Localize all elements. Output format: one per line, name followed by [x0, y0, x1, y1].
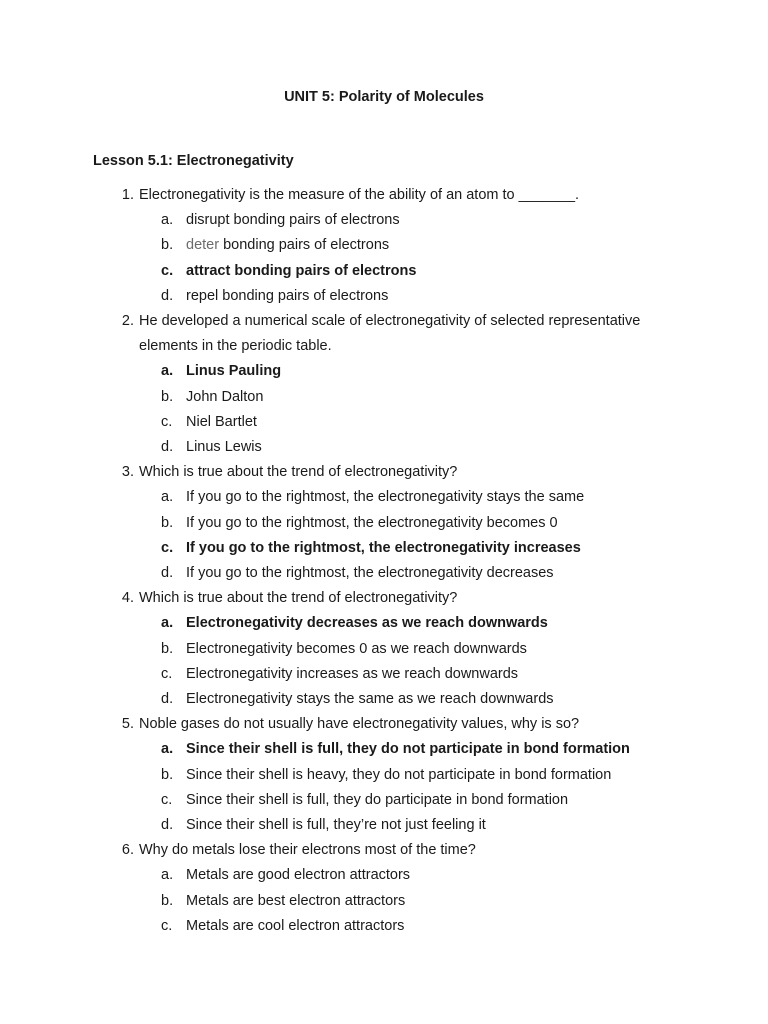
option-text: Electronegativity increases as we reach downwards: [186, 665, 519, 682]
option-item: [0, 208, 768, 233]
option-item-correct: [0, 359, 768, 384]
option-item: [0, 687, 768, 712]
option-list: [0, 737, 768, 838]
option-letter: c.: [161, 665, 173, 682]
option-item: [0, 233, 768, 258]
option-text: Electronegativity decreases as we reach downwards: [186, 615, 548, 632]
question-item: [0, 712, 768, 838]
option-text: If you go to the rightmost, the electronegativity becomes 0: [186, 514, 558, 531]
option-letter: a.: [161, 615, 174, 632]
option-text: Linus Pauling: [186, 363, 282, 380]
question-item: [0, 183, 768, 309]
option-text: If you go to the rightmost, the electronegativity stays the same: [186, 489, 585, 506]
option-letter: d.: [161, 439, 174, 456]
option-letter: d.: [161, 817, 174, 834]
option-item: [0, 561, 768, 586]
option-item: [0, 914, 768, 939]
option-letter: c.: [161, 539, 174, 556]
option-text: Since their shell is full, they’re not just feeling it: [186, 817, 486, 834]
option-item: [0, 662, 768, 687]
option-letter: d.: [161, 691, 174, 708]
option-list: [0, 611, 768, 712]
option-list: [0, 208, 768, 309]
question-item: [0, 309, 768, 460]
option-text: bonding pairs of electrons: [219, 237, 390, 254]
option-text: Metals are best electron attractors: [186, 892, 406, 909]
option-text: Since their shell is heavy, they do not participate in bond formation: [186, 766, 612, 783]
option-letter: a.: [161, 489, 174, 506]
option-text: John Dalton: [186, 388, 264, 405]
question-item: [0, 838, 768, 939]
option-item: [0, 763, 768, 788]
option-item-correct: [0, 536, 768, 561]
option-item: [0, 889, 768, 914]
option-item: [0, 284, 768, 309]
option-text: Since their shell is full, they do not participate in bond formation: [186, 741, 630, 758]
option-text: Linus Lewis: [186, 439, 262, 456]
option-letter: a.: [161, 212, 174, 229]
question-text: Why do metals lose their electrons most of the time?: [139, 842, 476, 859]
option-text: If you go to the rightmost, the electronegativity increases: [186, 539, 581, 556]
option-text-row: [186, 233, 768, 258]
question-text: Electronegativity is the measure of the ability of an atom to _______.: [139, 187, 580, 203]
option-letter: c.: [161, 917, 173, 934]
option-letter: b.: [161, 514, 174, 531]
option-text-gray-word: deter: [186, 237, 220, 254]
question-number: 3.: [121, 464, 134, 481]
option-letter: c.: [161, 413, 173, 430]
option-letter: a.: [161, 867, 174, 884]
question-number: 4.: [121, 590, 134, 607]
option-letter: d.: [161, 287, 174, 304]
option-letter: b.: [161, 766, 174, 783]
option-item: [0, 385, 768, 410]
option-letter: c.: [161, 262, 174, 279]
question-text: Which is true about the trend of electronegativity?: [139, 464, 458, 481]
question-item: [0, 460, 768, 586]
option-text: Niel Bartlet: [186, 413, 257, 430]
option-item: [0, 813, 768, 838]
question-number: 5.: [121, 716, 134, 733]
option-item-correct: [0, 737, 768, 762]
option-letter: c.: [161, 791, 173, 808]
question-text: He developed a numerical scale of electronegativity of selected representative elements in the periodic table.: [139, 313, 641, 355]
option-text: Electronegativity becomes 0 as we reach downwards: [186, 640, 527, 657]
question-text: Which is true about the trend of electronegativity?: [139, 590, 458, 607]
question-number: 6.: [121, 842, 134, 859]
option-item: [0, 435, 768, 460]
option-letter: b.: [161, 388, 174, 405]
option-item: [0, 637, 768, 662]
option-item: [0, 410, 768, 435]
option-item: [0, 485, 768, 510]
option-letter: a.: [161, 741, 174, 758]
option-text: Since their shell is full, they do participate in bond formation: [186, 791, 569, 808]
option-item: [0, 511, 768, 536]
option-text: Electronegativity stays the same as we reach downwards: [186, 691, 554, 708]
option-letter: b.: [161, 237, 174, 254]
option-letter: b.: [161, 892, 174, 909]
option-text: attract bonding pairs of electrons: [186, 262, 417, 279]
question-item: [0, 586, 768, 712]
option-item-correct: [0, 259, 768, 284]
option-text: If you go to the rightmost, the electronegativity decreases: [186, 565, 554, 582]
option-letter: b.: [161, 640, 174, 657]
lesson-heading: Lesson 5.1: Electronegativity: [93, 153, 294, 169]
option-text: Metals are cool electron attractors: [186, 917, 405, 934]
option-letter: d.: [161, 565, 174, 582]
option-item: [0, 788, 768, 813]
option-text: disrupt bonding pairs of electrons: [186, 212, 400, 229]
question-number: 1.: [121, 187, 134, 203]
question-list: [0, 183, 768, 939]
option-letter: a.: [161, 363, 174, 380]
page-title: UNIT 5: Polarity of Molecules: [284, 89, 484, 105]
question-text: Noble gases do not usually have electronegativity values, why is so?: [139, 716, 580, 733]
option-item: [0, 863, 768, 888]
option-list: [0, 863, 768, 939]
option-text: Metals are good electron attractors: [186, 867, 411, 884]
option-item-correct: [0, 611, 768, 636]
question-number: 2.: [121, 313, 134, 330]
option-list: [0, 485, 768, 586]
option-list: [0, 359, 768, 460]
option-text: repel bonding pairs of electrons: [186, 287, 389, 304]
